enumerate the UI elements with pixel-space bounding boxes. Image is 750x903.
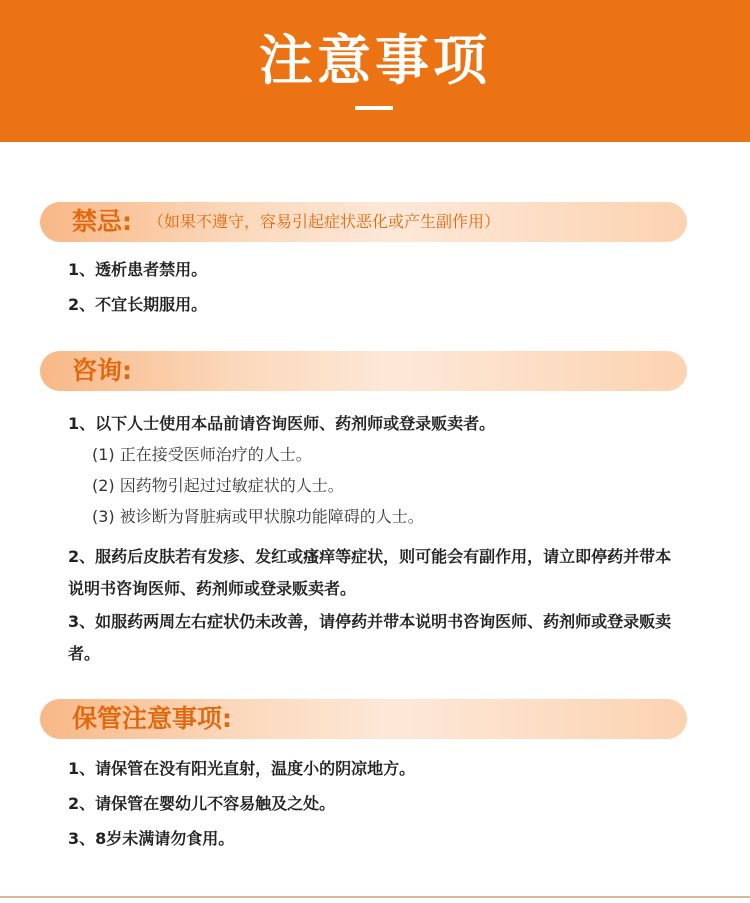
consult-section-header xyxy=(40,351,687,391)
contraindications-section-header xyxy=(40,202,687,242)
storage-section-header xyxy=(40,699,687,739)
bottom-divider xyxy=(0,896,750,898)
consult-item-2: 2、服药后皮肤若有发疹、发红或瘙痒等症状，则可能会有副作用，请立即停药并带本说明书咨询医师、药剂师或登录贩卖者。 xyxy=(68,547,672,598)
storage-item-2: 2、请保管在婴幼儿不容易触及之处。 xyxy=(68,794,336,813)
page-title: 注意事项 xyxy=(259,29,491,92)
contraindications-label: 禁忌: xyxy=(72,207,132,236)
title-underline xyxy=(355,106,393,110)
contraindication-item-2: 2、不宜长期服用。 xyxy=(68,295,208,314)
consult-item-3: 3、如服药两周左右症状仍未改善，请停药并带本说明书咨询医师、药剂师或登录贩卖者。 xyxy=(68,612,672,663)
consult-item-1: 1、以下人士使用本品前请咨询医师、药剂师或登录贩卖者。 xyxy=(68,414,496,433)
contraindications-note: （如果不遵守，容易引起症状恶化或产生副作用） xyxy=(148,212,501,231)
page-header xyxy=(0,0,750,142)
consult-subitem-2: (2) 因药物引起过过敏症状的人士。 xyxy=(92,476,344,495)
consult-subitem-3: (3) 被诊断为肾脏病或甲状腺功能障碍的人士。 xyxy=(92,507,424,526)
storage-label: 保管注意事项: xyxy=(72,704,232,733)
contraindication-item-1: 1、透析患者禁用。 xyxy=(68,260,208,279)
consult-label: 咨询: xyxy=(72,356,132,385)
storage-item-3: 3、8岁未满请勿食用。 xyxy=(68,829,235,848)
storage-item-1: 1、请保管在没有阳光直射，温度小的阴凉地方。 xyxy=(68,759,416,778)
consult-subitem-1: (1) 正在接受医师治疗的人士。 xyxy=(92,445,312,464)
